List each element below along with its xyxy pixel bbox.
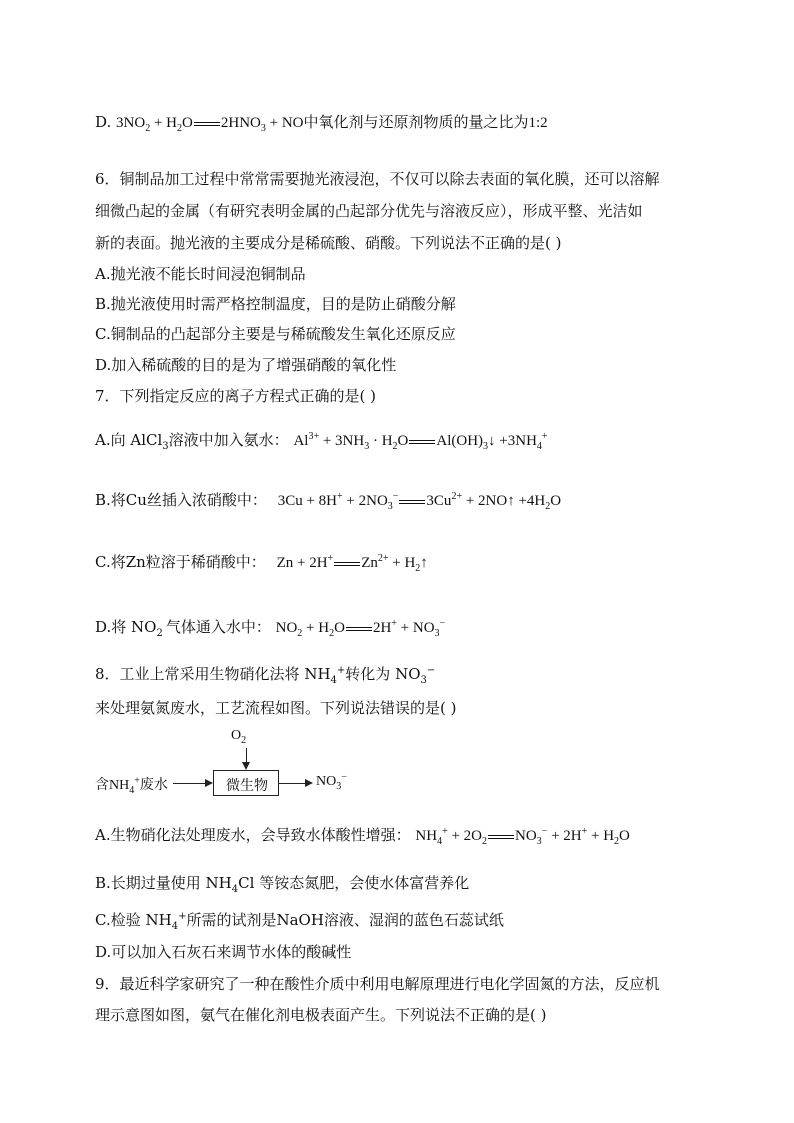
equation: $3Cu + 8H^+ + 2NO_3^-$ $3Cu^{2+}$ + 2NO↑ $+4H_2O$ xyxy=(277,491,562,512)
option-letter: D. xyxy=(95,113,112,131)
o2-label: $O_2$ xyxy=(231,728,247,746)
q8-option-b: B.长期过量使用 $NH_4Cl$ 等铵态氮肥，会使水体富营养化 xyxy=(95,874,470,895)
input-label: 含$NH_4^+$废水 xyxy=(95,775,168,796)
equation: $NH_4^+ + 2O_2$ $NO_3^- + 2H^+ + H_2O$ xyxy=(415,826,630,847)
input-arrow-line xyxy=(173,783,205,784)
output-label: $NO_3^-$ xyxy=(316,771,347,792)
equation: $Al^{3+} + 3NH_3 \cdot H_2O$ $Al(OH)_3↓ +3NH_4^+$ xyxy=(293,431,548,452)
input-arrow-head xyxy=(205,779,213,787)
q8-flow-diagram xyxy=(95,726,455,806)
q6-stem-line2: 细微凸起的金属（有研究表明金属的凸起部分优先与溶液反应），形成平整、光洁如 xyxy=(95,202,643,220)
q6-option-a: A.抛光液不能长时间浸泡铜制品 xyxy=(95,265,306,283)
q8-option-a: A.生物硝化法处理废水，会导致水体酸性增强： $NH_4^+ + 2O_2$ $NO_3^- + 2H^+ + H_2O$ xyxy=(95,826,630,847)
q7-option-c: C.将Zn粒溶于稀硝酸中： Zn + 2H+ $Zn^{2+}$ + $H_2↑$ xyxy=(95,553,428,574)
output-arrow-line xyxy=(279,783,305,784)
q9-stem-line1: 9．最近科学家研究了一种在酸性介质中利用电解原理进行电化学固氮的方法，反应机 xyxy=(95,975,660,993)
q7-stem: 7．下列指定反应的离子方程式正确的是( ) xyxy=(95,387,377,405)
q7-option-a: A.向 AlCl$_3$溶液中加入氨水： $Al^{3+} + 3NH_3 \cdot H_2O$ $Al(OH)_3↓ +3NH_4^+$ xyxy=(95,431,548,452)
q8-stem-line2: 来处理氨氮废水，工艺流程如图。下列说法错误的是( ) xyxy=(95,699,457,717)
q8-option-c: C.检验 $NH_4^+$所需的试剂是NaOH溶液、湿润的蓝色石蕊试纸 xyxy=(95,911,504,932)
microbe-box: 微生物 xyxy=(213,770,279,796)
equation: $3NO_2 + H_2O$ $2HNO_3$ + NO xyxy=(116,115,304,134)
o2-arrow-head xyxy=(242,762,250,770)
q7-option-d: D.将 $NO_2$ 气体通入水中： $NO_2 + H_2O$ $2H^+ + NO_3^-$ xyxy=(95,618,446,639)
q6-option-d: D.加入稀硫酸的目的是为了增强硝酸的氧化性 xyxy=(95,356,397,374)
q8-option-d: D.可以加入石灰石来调节水体的酸碱性 xyxy=(95,943,352,961)
q6-option-c: C.铜制品的凸起部分主要是与稀硫酸发生氧化还原反应 xyxy=(95,325,456,343)
q5-option-d: D. $3NO_2 + H_2O$ $2HNO_3$ + NO中氧化剂与还原剂物质的量之比为1:2 xyxy=(95,113,548,134)
equation: $NO_2 + H_2O$ $2H^+ + NO_3^-$ xyxy=(275,618,446,639)
output-arrow-head xyxy=(305,779,313,787)
q6-stem-line1: 6．铜制品加工过程中常常需要抛光液浸泡，不仅可以除去表面的氧化膜，还可以溶解 xyxy=(95,170,660,188)
q7-option-b: B.将Cu丝插入浓硝酸中： $3Cu + 8H^+ + 2NO_3^-$ $3Cu^{2+}$ + 2NO↑ $+4H_2O$ xyxy=(95,491,562,512)
o2-arrow-line xyxy=(246,748,247,762)
q6-option-b: B.抛光液使用时需严格控制温度，目的是防止硝酸分解 xyxy=(95,295,456,313)
q6-stem-line3: 新的表面。抛光液的主要成分是稀硫酸、硝酸。下列说法不正确的是( ) xyxy=(95,234,562,252)
q9-stem-line2: 理示意图如图，氨气在催化剂电极表面产生。下列说法不正确的是( ) xyxy=(95,1006,547,1024)
q8-stem-line1: 8．工业上常采用生物硝化法将 $NH_4^+$转化为 $NO_3^-$ xyxy=(95,665,436,686)
equation: Zn + 2H+ $Zn^{2+}$ + $H_2↑$ xyxy=(276,553,428,574)
